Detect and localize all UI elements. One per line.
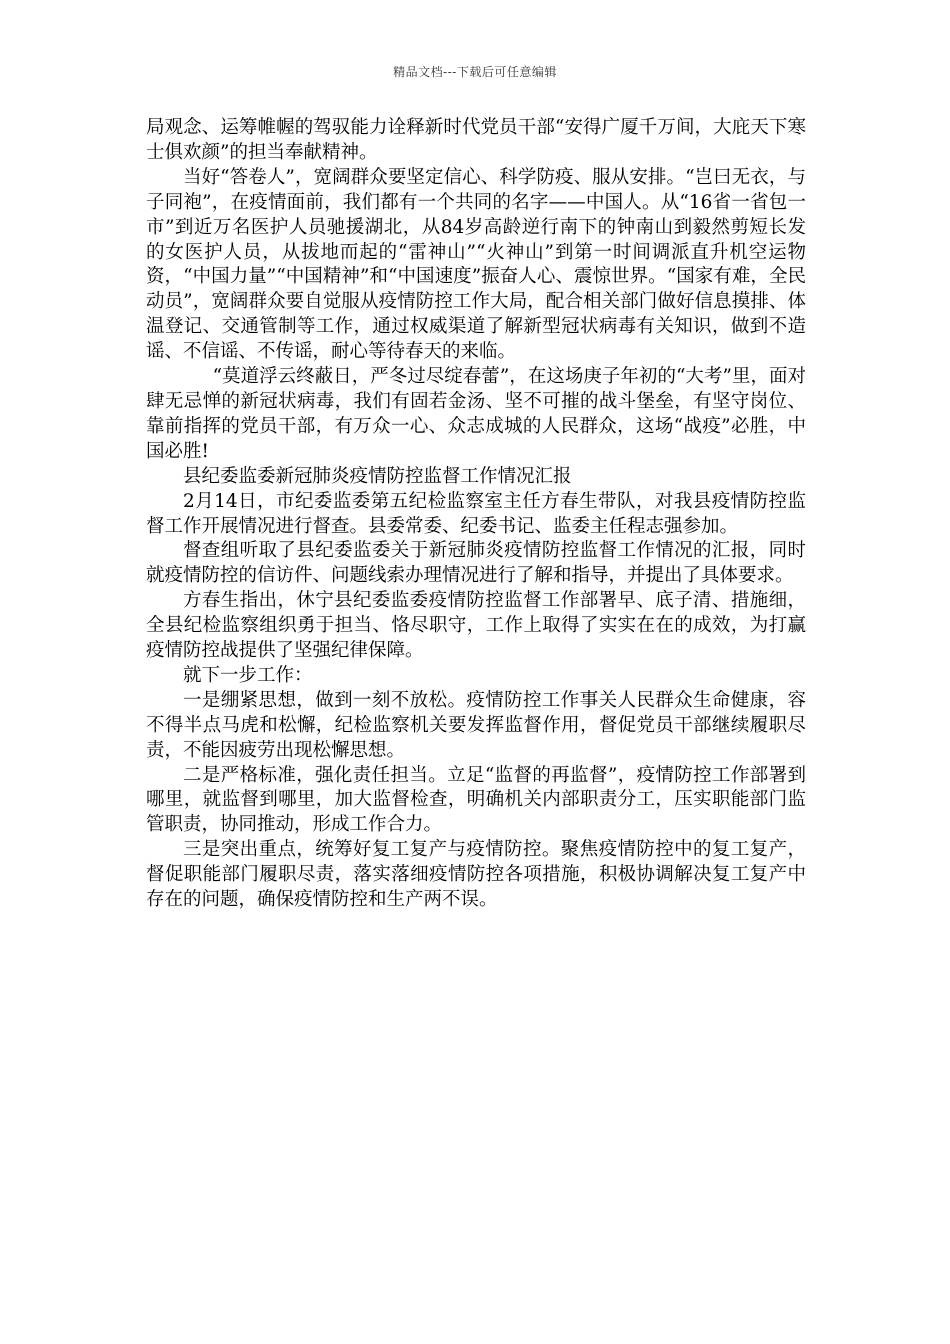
paragraph-quote: “莫道浮云终蔽日，严冬过尽绽春蕾”，在这场庚子年初的“大考”里，面对肆无忌惮的新冠状病毒，我们有固若金汤、坚不可摧的战斗堡垒，有坚守岗位、靠前指挥的党员干部，有万众一心、众志成城的人民群众，这场“战疫”必胜，中国必胜! [146,366,806,462]
paragraph-point-three: 三是突出重点，统筹好复工复产与疫情防控。聚焦疫情防控中的复工复产，督促职能部门履职尽责，落实落细疫情防控各项措施，积极协调解决复工复产中存在的问题，确保疫情防控和生产两不误。 [146,839,806,911]
document-body [146,116,806,913]
paragraph-answer-sheet: 当好“答卷人”，宽阔群众要坚定信心、科学防疫、服从安排。“岂曰无衣，与子同袍”，在疫情面前，我们都有一个共同的名字——中国人。从“16省一省包一市”到近万名医护人员驰援湖北，从84岁高龄逆行南下的钟南山到毅然剪短长发的女医护人员，从拔地而起的“雷神山”“火神山”到第一时间调派直升机空运物资，“中国力量”“中国精神”和“中国速度”振奋人心、震惊世界。“国家有难，全民动员”，宽阔群众要自觉服从疫情防控工作大局，配合相关部门做好信息摸排、体温登记、交通管制等工作，通过权威渠道了解新型冠状病毒有关知识，做到不造谣、不信谣、不传谣，耐心等待春天的来临。 [146,166,806,363]
page-header: 精品文档---下载后可任意编辑 [393,65,557,79]
paragraph-point-one: 一是绷紧思想，做到一刻不放松。疫情防控工作事关人民群众生命健康，容不得半点马虎和松懈，纪检监察机关要发挥监督作用，督促党员干部继续履职尽责，不能因疲劳出现松懈思想。 [146,689,806,761]
paragraph-inspection: 2月14日，市纪委监委第五纪检监察室主任方春生带队，对我县疫情防控监督工作开展情况进行督查。县委常委、纪委书记、监委主任程志强参加。 [146,490,806,537]
paragraph-report: 督查组听取了县纪委监委关于新冠肺炎疫情防控监督工作情况的汇报，同时就疫情防控的信访件、问题线索办理情况进行了解和指导，并提出了具体要求。 [146,540,806,587]
paragraph-remarks: 方春生指出，休宁县纪委监委疫情防控监督工作部署早、底子清、措施细，全县纪检监察组织勇于担当、恪尽职守，工作上取得了实实在在的成效，为打赢疫情防控战提供了坚强纪律保障。 [146,590,806,662]
paragraph-continuation: 局观念、运筹帷幄的驾驭能力诠释新时代党员干部“安得广厦千万间，大庇天下寒士俱欢颜”的担当奉献精神。 [146,117,806,163]
paragraph-point-two: 二是严格标准，强化责任担当。立足“监督的再监督”，疫情防控工作部署到哪里，就监督到哪里，加大监督检查，明确机关内部职责分工，压实职能部门监管职责，协同推动，形成工作合力。 [146,764,806,836]
section-title: 县纪委监委新冠肺炎疫情防控监督工作情况汇报 [183,465,572,487]
paragraph-next-steps: 就下一步工作： [183,664,313,686]
